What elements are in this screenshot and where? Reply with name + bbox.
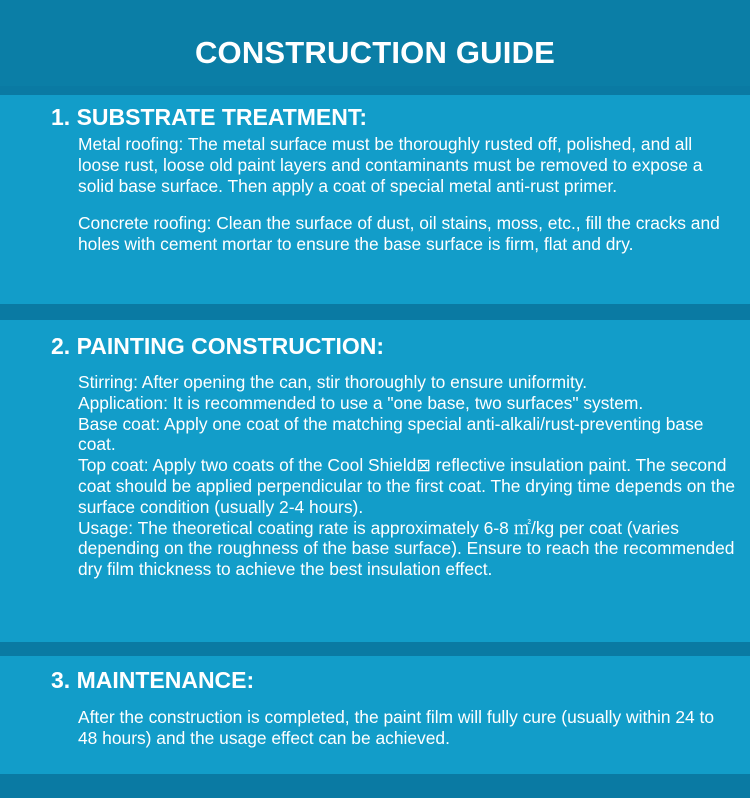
section-heading: 1. SUBSTRATE TREATMENT: xyxy=(51,104,368,130)
section-heading: 3. MAINTENANCE: xyxy=(51,667,255,693)
paragraph-maintenance: After the construction is completed, the paint film will fully cure (usually within 24 to 48 hours) and the usage effect can be achieved. xyxy=(78,707,715,748)
section-maintenance xyxy=(0,656,750,774)
paragraph-concrete-roofing: Concrete roofing: Clean the surface of dust, oil stains, moss, etc., fill the cracks and holes with cement mortar to ensure the base surface is firm, flat and dry. xyxy=(78,213,720,255)
paragraph-base-coat: Base coat: Apply one coat of the matching special anti-alkali/rust-preventing base coat. xyxy=(78,413,704,455)
section-body xyxy=(78,707,738,749)
title-banner xyxy=(0,0,750,86)
section-body xyxy=(78,134,738,255)
section-body xyxy=(78,372,738,580)
page-title: CONSTRUCTION GUIDE xyxy=(194,35,556,70)
paragraph-top-coat: Top coat: Apply two coats of the Cool Shield⊠ reflective insulation paint. The second coat should be applied perpendicular to the first coat. The drying time depends on the surface condition (usually 2-4 hours). xyxy=(78,455,736,517)
paragraph-stirring: Stirring: After opening the can, stir thoroughly to ensure uniformity. xyxy=(78,372,588,392)
section-heading: 2. PAINTING CONSTRUCTION: xyxy=(51,333,385,359)
paragraph-metal-roofing: Metal roofing: The metal surface must be thoroughly rusted off, polished, and all loose rust, loose old paint layers and contaminants must be removed to expose a solid base surface. Then apply a coat of special metal anti-rust primer. xyxy=(78,134,703,196)
section-painting-construction xyxy=(0,320,750,642)
section-substrate-treatment xyxy=(0,95,750,304)
paragraph-usage: Usage: The theoretical coating rate is approximately 6-8 ㎡/kg per coat (varies depending on the roughness of the base surface). Ensure to reach the recommended dry film thickness to achieve the best insulation effect. xyxy=(78,517,735,580)
paragraph-application: Application: It is recommended to use a "one base, two surfaces" system. xyxy=(78,392,644,413)
